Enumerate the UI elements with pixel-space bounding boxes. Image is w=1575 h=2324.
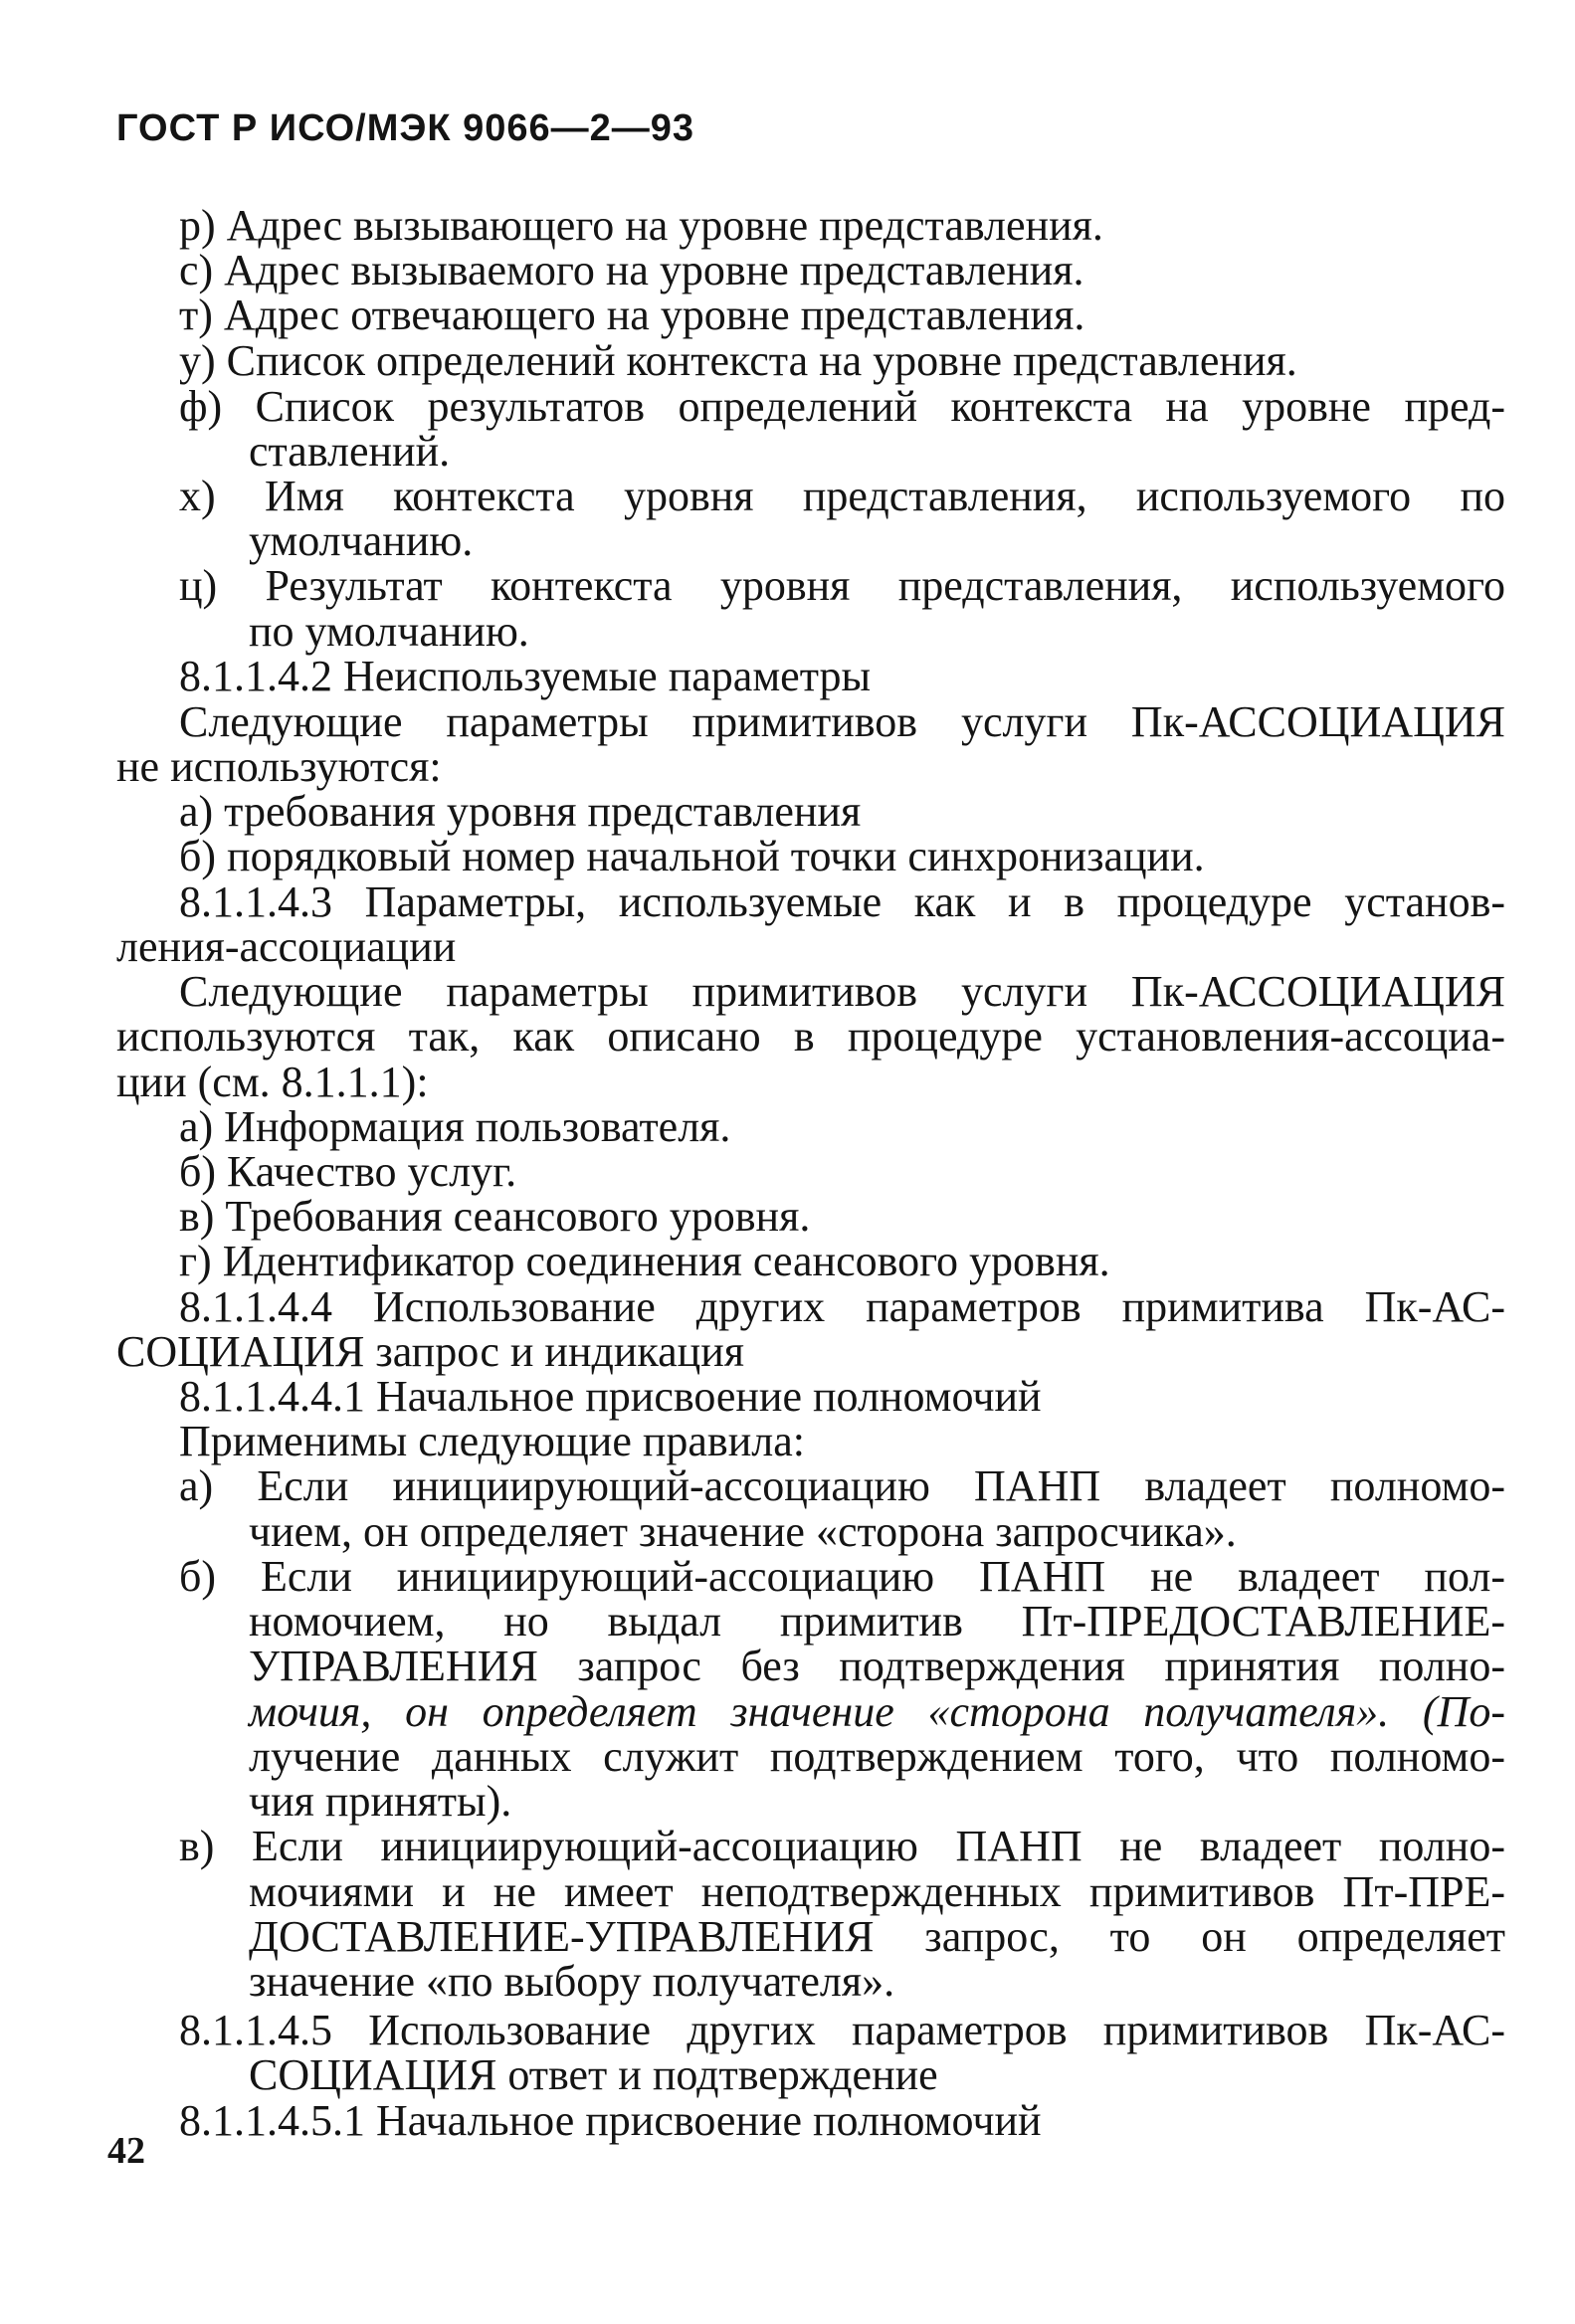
text-line: значение «по выбору получателя». — [249, 1957, 895, 2006]
text-line: ции (см. 8.1.1.1): — [116, 1058, 429, 1106]
text-line: т) Адрес отвечающего на уровне представления. — [179, 290, 1085, 339]
text-line: УПРАВЛЕНИЯ запрос без подтверждения принятия полно- — [249, 1642, 1505, 1690]
document-header: ГОСТ Р ИСО/МЭК 9066—2—93 — [116, 107, 695, 149]
text-line: ф) Список результатов определений контекста на уровне пред- — [179, 382, 1505, 431]
text-line: а) Если инициирующий-ассоциацию ПАНП владеет полномо- — [179, 1461, 1505, 1510]
text-line: СОЦИАЦИЯ ответ и подтверждение — [249, 2050, 938, 2099]
section-heading: 8.1.1.4.5 Использование других параметров примитивов Пк-АС- — [179, 2006, 1505, 2054]
text-line: лучение данных служит подтверждением того, что полномо- — [249, 1732, 1505, 1781]
text-line: ДОСТАВЛЕНИЕ-УПРАВЛЕНИЯ запрос, то он определяет — [249, 1912, 1505, 1961]
text-line: б) Качество услуг. — [179, 1147, 517, 1196]
text-line: ления-ассоциации — [116, 922, 457, 971]
text-line: ц) Результат контекста уровня представления, используемого — [179, 561, 1505, 610]
text-line: а) Информация пользователя. — [179, 1102, 731, 1151]
text-line: у) Список определений контекста на уровне представления. — [179, 336, 1297, 385]
text-line: р) Адрес вызывающего на уровне представления. — [179, 201, 1103, 250]
text-line: ставлений. — [249, 427, 451, 476]
text-line: а) требования уровня представления — [179, 787, 862, 836]
section-heading: 8.1.1.4.4 Использование других параметров примитива Пк-АС- — [179, 1282, 1505, 1331]
text-line: Применимы следующие правила: — [179, 1417, 805, 1465]
text-line: с) Адрес вызываемого на уровне представления. — [179, 246, 1084, 294]
text-line: б) порядковый номер начальной точки синхронизации. — [179, 832, 1205, 880]
text-line: мочия, он определяет значение «сторона получателя». (По- — [249, 1687, 1505, 1736]
text-line: используются так, как описано в процедуре установления-ассоциа- — [116, 1012, 1505, 1061]
text-line: б) Если инициирующий-ассоциацию ПАНП не владеет пол- — [179, 1552, 1505, 1601]
section-heading: 8.1.1.4.3 Параметры, используемые как и в процедуре установ- — [179, 877, 1505, 926]
page-number: 42 — [107, 2130, 145, 2172]
text-line: чием, он определяет значение «сторона запросчика». — [249, 1507, 1237, 1556]
section-heading: 8.1.1.4.4.1 Начальное присвоение полномочий — [179, 1372, 1042, 1421]
text-line: мочиями и не имеет неподтвержденных примитивов Пт-ПРЕ- — [249, 1867, 1505, 1916]
section-heading: 8.1.1.4.2 Неиспользуемые параметры — [179, 652, 872, 700]
text-line: умолчанию. — [249, 516, 474, 565]
text-line: Следующие параметры примитивов услуги Пк-АССОЦИАЦИЯ — [179, 967, 1505, 1016]
text-line: г) Идентификатор соединения сеансового уровня. — [179, 1237, 1110, 1285]
text-line: Следующие параметры примитивов услуги Пк-АССОЦИАЦИЯ — [179, 697, 1505, 746]
text-line: номочием, но выдал примитив Пт-ПРЕДОСТАВЛЕНИЕ- — [249, 1597, 1505, 1646]
text-line: чия приняты). — [249, 1777, 512, 1826]
text-line: по умолчанию. — [249, 607, 529, 656]
text-line: не используются: — [116, 742, 442, 791]
text-line: х) Имя контекста уровня представления, используемого по — [179, 472, 1505, 520]
section-heading: 8.1.1.4.5.1 Начальное присвоение полномочий — [179, 2096, 1042, 2145]
text-line: СОЦИАЦИЯ запрос и индикация — [116, 1327, 744, 1376]
text-line: в) Требования сеансового уровня. — [179, 1192, 811, 1241]
text-line: в) Если инициирующий-ассоциацию ПАНП не владеет полно- — [179, 1822, 1505, 1870]
